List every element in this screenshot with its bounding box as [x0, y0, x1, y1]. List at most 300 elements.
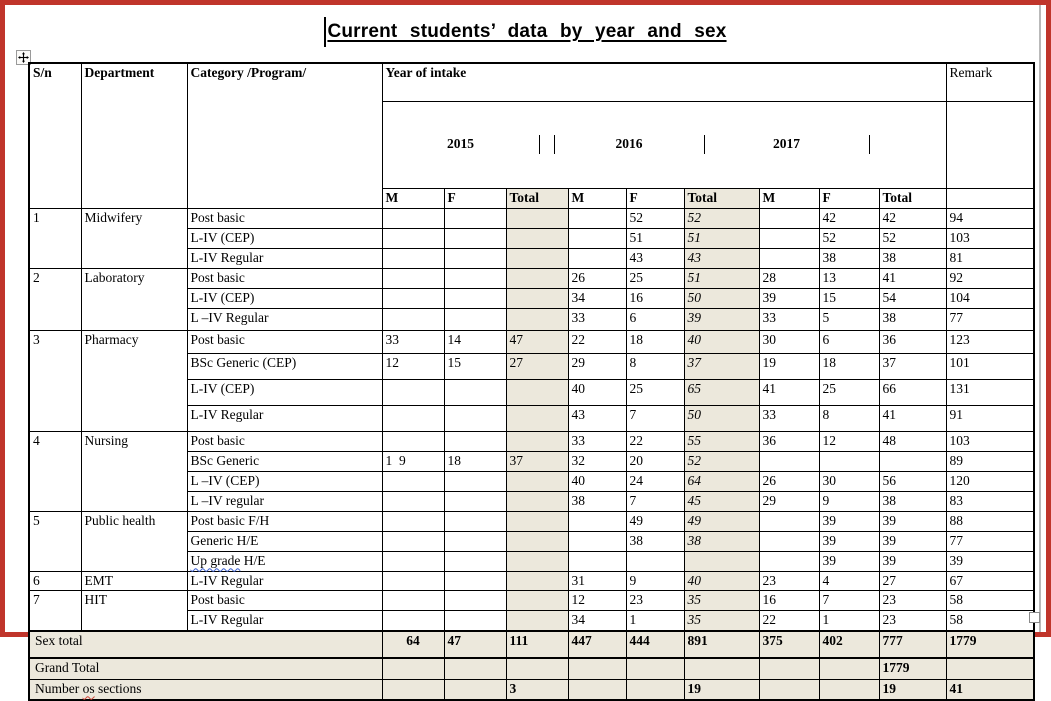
cell-rem: 81	[946, 249, 1034, 269]
cell-category: Post basic	[187, 591, 382, 611]
cell-t16: 64	[684, 471, 759, 491]
cell-m16: 29	[568, 353, 626, 379]
cell-department: EMT	[81, 571, 187, 591]
cell-sn: 7	[29, 591, 81, 631]
cell-m17	[759, 229, 819, 249]
cell-category: BSc Generic	[187, 451, 382, 471]
year-cells	[382, 101, 946, 189]
cell-t15	[506, 229, 568, 249]
remark-empty-cell	[946, 189, 1034, 209]
cell-t17: 54	[879, 288, 946, 308]
cell-m17: 19	[759, 353, 819, 379]
document-title	[5, 15, 1046, 49]
cell-f15	[444, 531, 506, 551]
cell-m15	[382, 591, 444, 611]
cell-t17: 48	[879, 431, 946, 451]
cell-t16: 43	[684, 249, 759, 269]
header-sn: S/n	[29, 63, 81, 209]
cell-m15	[382, 308, 444, 330]
cell-rem: 131	[946, 379, 1034, 405]
cell-t16: 40	[684, 571, 759, 591]
cell-f16: 25	[626, 268, 684, 288]
cell-t17: 52	[879, 229, 946, 249]
cell-sn: 6	[29, 571, 81, 591]
cell-t15	[506, 551, 568, 571]
cell-t16: 38	[684, 531, 759, 551]
cell-f15: 47	[444, 631, 506, 658]
cell-t16: 50	[684, 405, 759, 431]
header-category: Category /Program/	[187, 63, 382, 209]
cell-f16: 16	[626, 288, 684, 308]
cell-f17: 9	[819, 491, 879, 511]
cell-f16	[626, 679, 684, 699]
cell-f16	[626, 658, 684, 679]
year-2017: 2017	[705, 135, 870, 154]
cell-t17: 38	[879, 308, 946, 330]
header-m-2017: M	[759, 189, 819, 209]
cell-f17: 12	[819, 431, 879, 451]
cell-m15	[382, 531, 444, 551]
year-gap-cell	[540, 135, 555, 154]
cell-f15	[444, 679, 506, 699]
cell-t16: 55	[684, 431, 759, 451]
cell-rem: 77	[946, 531, 1034, 551]
cell-f15	[444, 511, 506, 531]
cell-m15	[382, 611, 444, 631]
cell-f15	[444, 379, 506, 405]
remark-empty-cell	[946, 101, 1034, 189]
cell-category: Post basic F/H	[187, 511, 382, 531]
cell-rem: 39	[946, 551, 1034, 571]
table-row	[29, 571, 1034, 591]
cell-t16: 52	[684, 209, 759, 229]
cell-m15	[382, 249, 444, 269]
cell-m15	[382, 491, 444, 511]
misspelled-word: os	[82, 680, 95, 696]
cell-m15: 12	[382, 353, 444, 379]
cell-t17: 27	[879, 571, 946, 591]
cell-t16: 19	[684, 679, 759, 699]
cell-t15	[506, 308, 568, 330]
cell-t15: 47	[506, 330, 568, 353]
cell-f16: 1	[626, 611, 684, 631]
cell-t16: 49	[684, 511, 759, 531]
cell-f15: 18	[444, 451, 506, 471]
cell-t17: 36	[879, 330, 946, 353]
cell-rem: 58	[946, 611, 1034, 631]
cell-t17: 39	[879, 511, 946, 531]
header-f-2016: F	[626, 189, 684, 209]
cell-m16: 38	[568, 491, 626, 511]
cell-m15	[382, 551, 444, 571]
cell-f15: 14	[444, 330, 506, 353]
header-total-2015: Total	[506, 189, 568, 209]
cell-t15	[506, 511, 568, 531]
cell-m17	[759, 551, 819, 571]
cell-t17: 41	[879, 268, 946, 288]
cell-t15	[506, 658, 568, 679]
cell-f17	[819, 679, 879, 699]
cell-m16: 33	[568, 308, 626, 330]
cell-category: Post basic	[187, 431, 382, 451]
cell-rem: 91	[946, 405, 1034, 431]
cell-f16: 23	[626, 591, 684, 611]
cell-f15	[444, 611, 506, 631]
cell-t16: 40	[684, 330, 759, 353]
cell-m17: 33	[759, 308, 819, 330]
cell-category: Up grade H/E	[187, 551, 382, 571]
cell-m16: 40	[568, 471, 626, 491]
cell-m17	[759, 209, 819, 229]
cell-f17: 30	[819, 471, 879, 491]
cell-t17	[879, 451, 946, 471]
cell-m15: 1 9	[382, 451, 444, 471]
cell-department: Pharmacy	[81, 330, 187, 431]
cell-f17: 5	[819, 308, 879, 330]
footer-row	[29, 658, 1034, 679]
cell-m17	[759, 451, 819, 471]
cell-m15	[382, 658, 444, 679]
cell-f16: 43	[626, 249, 684, 269]
cell-m17	[759, 249, 819, 269]
cell-rem: 58	[946, 591, 1034, 611]
table-row	[29, 209, 1034, 229]
cell-t17: 66	[879, 379, 946, 405]
cell-m15	[382, 471, 444, 491]
cell-m16: 33	[568, 431, 626, 451]
cell-t16: 51	[684, 229, 759, 249]
cell-rem: 103	[946, 431, 1034, 451]
cell-m17: 41	[759, 379, 819, 405]
cell-m17	[759, 531, 819, 551]
cell-m17: 16	[759, 591, 819, 611]
cell-t17: 1779	[879, 658, 946, 679]
cell-sn: 1	[29, 209, 81, 269]
cell-f15	[444, 209, 506, 229]
cell-f16: 38	[626, 531, 684, 551]
cell-m17	[759, 511, 819, 531]
cell-f17: 39	[819, 531, 879, 551]
cell-f17: 18	[819, 353, 879, 379]
cell-t15	[506, 405, 568, 431]
cell-f17: 15	[819, 288, 879, 308]
cell-f17: 1	[819, 611, 879, 631]
cell-t17: 777	[879, 631, 946, 658]
cell-m16	[568, 658, 626, 679]
year-2016: 2016	[555, 135, 705, 154]
cell-t15	[506, 471, 568, 491]
cell-t17: 38	[879, 491, 946, 511]
cell-t16: 891	[684, 631, 759, 658]
cell-category: L-IV (CEP)	[187, 288, 382, 308]
cell-m16	[568, 229, 626, 249]
header-total-2016: Total	[684, 189, 759, 209]
cell-rem: 101	[946, 353, 1034, 379]
cell-rem: 89	[946, 451, 1034, 471]
header-department: Department	[81, 63, 187, 209]
cell-sn: 2	[29, 268, 81, 330]
cell-rem: 92	[946, 268, 1034, 288]
cell-f16: 7	[626, 405, 684, 431]
page-edge-line	[1039, 5, 1041, 632]
cell-t16: 39	[684, 308, 759, 330]
cell-t16: 45	[684, 491, 759, 511]
cell-m17	[759, 679, 819, 699]
cell-f16: 444	[626, 631, 684, 658]
cell-m15	[382, 268, 444, 288]
header-m-2015: M	[382, 189, 444, 209]
cell-f15: 15	[444, 353, 506, 379]
cell-m17: 22	[759, 611, 819, 631]
header-year-of-intake: Year of intake	[382, 63, 946, 101]
cell-t15	[506, 591, 568, 611]
cell-f15	[444, 405, 506, 431]
cell-t16	[684, 551, 759, 571]
cell-t15: 37	[506, 451, 568, 471]
cell-department: Midwifery	[81, 209, 187, 269]
cell-category: Post basic	[187, 330, 382, 353]
cell-m16: 26	[568, 268, 626, 288]
cell-f16: 22	[626, 431, 684, 451]
cell-t17: 23	[879, 591, 946, 611]
header-f-2015: F	[444, 189, 506, 209]
cell-f15	[444, 308, 506, 330]
cell-f15	[444, 551, 506, 571]
students-data-table	[28, 62, 1035, 701]
cell-rem: 94	[946, 209, 1034, 229]
cell-t17: 39	[879, 551, 946, 571]
cell-t15	[506, 571, 568, 591]
cell-m16	[568, 511, 626, 531]
cell-m15	[382, 571, 444, 591]
cell-t17: 19	[879, 679, 946, 699]
cell-f16: 9	[626, 571, 684, 591]
footer-label: Sex total	[29, 631, 382, 658]
cell-m15: 33	[382, 330, 444, 353]
cell-t15: 27	[506, 353, 568, 379]
cell-t15: 111	[506, 631, 568, 658]
cell-m15	[382, 209, 444, 229]
cell-m16: 40	[568, 379, 626, 405]
cell-t15	[506, 611, 568, 631]
header-m-2016: M	[568, 189, 626, 209]
cell-rem: 88	[946, 511, 1034, 531]
cell-m16	[568, 249, 626, 269]
cell-t16: 37	[684, 353, 759, 379]
cell-t15	[506, 288, 568, 308]
cell-m16	[568, 551, 626, 571]
table-row	[29, 330, 1034, 353]
cell-m16	[568, 531, 626, 551]
cell-f15	[444, 268, 506, 288]
cell-f17: 39	[819, 551, 879, 571]
cell-f17: 39	[819, 511, 879, 531]
footer-row	[29, 631, 1034, 658]
cell-t16: 50	[684, 288, 759, 308]
cell-f17	[819, 658, 879, 679]
cell-m17: 30	[759, 330, 819, 353]
cell-category: L –IV regular	[187, 491, 382, 511]
cell-t15	[506, 379, 568, 405]
cell-t15	[506, 491, 568, 511]
title-text: Current students’ data by year and sex	[327, 21, 727, 42]
cell-department: Nursing	[81, 431, 187, 511]
cell-category: L –IV (CEP)	[187, 471, 382, 491]
cell-category: Post basic	[187, 209, 382, 229]
cell-f15	[444, 571, 506, 591]
year-trailing-cell	[870, 135, 946, 154]
cell-m16: 22	[568, 330, 626, 353]
table-row	[29, 431, 1034, 451]
cell-m16	[568, 209, 626, 229]
cell-m17: 23	[759, 571, 819, 591]
cell-t17: 38	[879, 249, 946, 269]
cell-m15	[382, 431, 444, 451]
cell-t15	[506, 431, 568, 451]
cell-m16: 447	[568, 631, 626, 658]
cell-m17: 33	[759, 405, 819, 431]
cell-f16: 25	[626, 379, 684, 405]
cell-rem: 120	[946, 471, 1034, 491]
cell-rem: 77	[946, 308, 1034, 330]
cell-t16: 35	[684, 591, 759, 611]
cell-f15	[444, 471, 506, 491]
cell-category: Generic H/E	[187, 531, 382, 551]
cell-m16: 43	[568, 405, 626, 431]
cell-m15	[382, 288, 444, 308]
cell-m16: 31	[568, 571, 626, 591]
cell-t17: 41	[879, 405, 946, 431]
cell-m15	[382, 511, 444, 531]
cell-f15	[444, 229, 506, 249]
cell-t17: 42	[879, 209, 946, 229]
cell-t16	[684, 658, 759, 679]
cell-t15	[506, 268, 568, 288]
cell-f17: 4	[819, 571, 879, 591]
cell-department: Public health	[81, 511, 187, 571]
cell-m17: 28	[759, 268, 819, 288]
cell-t16: 52	[684, 451, 759, 471]
cell-rem: 67	[946, 571, 1034, 591]
cell-t17: 37	[879, 353, 946, 379]
cell-department: Laboratory	[81, 268, 187, 330]
cell-department: HIT	[81, 591, 187, 631]
cell-m15	[382, 405, 444, 431]
cell-t15	[506, 209, 568, 229]
cell-f16: 20	[626, 451, 684, 471]
cell-m17: 36	[759, 431, 819, 451]
cell-f16: 18	[626, 330, 684, 353]
cell-m17: 375	[759, 631, 819, 658]
cell-t16: 65	[684, 379, 759, 405]
cell-f17: 38	[819, 249, 879, 269]
cell-rem: 103	[946, 229, 1034, 249]
cell-m17: 29	[759, 491, 819, 511]
cell-m15	[382, 229, 444, 249]
cell-t15	[506, 249, 568, 269]
cell-f15	[444, 491, 506, 511]
cell-category: BSc Generic (CEP)	[187, 353, 382, 379]
cell-f15	[444, 288, 506, 308]
table-resize-handle[interactable]	[1029, 612, 1040, 623]
header-total-2017: Total	[879, 189, 946, 209]
misspelled-word: Up grade	[190, 552, 241, 568]
cell-m17: 26	[759, 471, 819, 491]
cell-m16: 32	[568, 451, 626, 471]
cell-m15	[382, 679, 444, 699]
cell-f15	[444, 431, 506, 451]
cell-rem	[946, 658, 1034, 679]
cell-m16: 12	[568, 591, 626, 611]
cell-t17: 56	[879, 471, 946, 491]
cell-rem: 41	[946, 679, 1034, 699]
cell-f17: 13	[819, 268, 879, 288]
cell-t15: 3	[506, 679, 568, 699]
footer-label: Number os sections	[29, 679, 382, 699]
cell-category: L-IV Regular	[187, 611, 382, 631]
cell-m15: 64	[382, 631, 444, 658]
cell-f17: 42	[819, 209, 879, 229]
cell-f17: 52	[819, 229, 879, 249]
cell-f16: 7	[626, 491, 684, 511]
cell-rem: 104	[946, 288, 1034, 308]
footer-label: Grand Total	[29, 658, 382, 679]
cell-m16	[568, 679, 626, 699]
year-2015: 2015	[383, 135, 540, 154]
header-remark: Remark	[946, 63, 1034, 101]
cell-f15	[444, 658, 506, 679]
cell-t15	[506, 531, 568, 551]
cell-f16: 8	[626, 353, 684, 379]
cell-f17: 25	[819, 379, 879, 405]
table-row	[29, 511, 1034, 531]
cell-rem: 123	[946, 330, 1034, 353]
cell-t17: 39	[879, 531, 946, 551]
cell-sn: 3	[29, 330, 81, 431]
cell-category: Post basic	[187, 268, 382, 288]
table-row	[29, 268, 1034, 288]
cell-category: L-IV (CEP)	[187, 229, 382, 249]
cell-category: L-IV Regular	[187, 571, 382, 591]
cell-f17: 402	[819, 631, 879, 658]
cell-f16: 49	[626, 511, 684, 531]
cell-sn: 5	[29, 511, 81, 571]
cell-f16: 24	[626, 471, 684, 491]
table-body	[29, 209, 1034, 700]
cell-category: L-IV Regular	[187, 405, 382, 431]
cell-t16: 51	[684, 268, 759, 288]
cell-f17: 8	[819, 405, 879, 431]
header-row-1	[29, 63, 1034, 101]
cell-f17	[819, 451, 879, 471]
cell-f17: 6	[819, 330, 879, 353]
cell-m16: 34	[568, 288, 626, 308]
header-f-2017: F	[819, 189, 879, 209]
cell-category: L-IV Regular	[187, 249, 382, 269]
cell-f17: 7	[819, 591, 879, 611]
table-row	[29, 591, 1034, 611]
cell-f15	[444, 591, 506, 611]
cell-f16	[626, 551, 684, 571]
cell-f16: 52	[626, 209, 684, 229]
cell-m17: 39	[759, 288, 819, 308]
cell-category: L –IV Regular	[187, 308, 382, 330]
cell-m15	[382, 379, 444, 405]
cell-t16: 35	[684, 611, 759, 631]
cell-m17	[759, 658, 819, 679]
cell-rem: 83	[946, 491, 1034, 511]
cell-t17: 23	[879, 611, 946, 631]
